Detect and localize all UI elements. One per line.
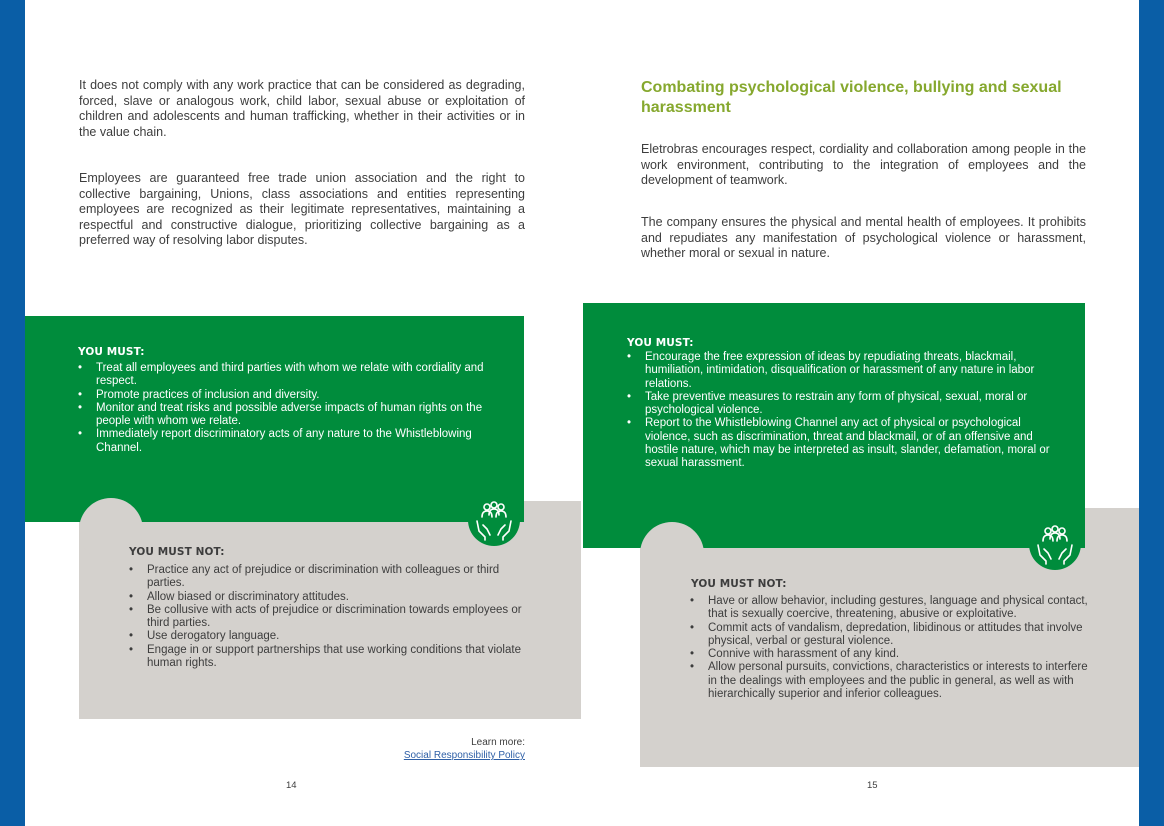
list-item: • Connive with harassment of any kind.: [688, 648, 1098, 661]
people-care-hands-icon: [468, 494, 520, 546]
list-item: • Treat all employees and third parties with whom we relate with cordiality and respect.: [76, 362, 506, 389]
section-heading: Combating psychological violence, bullying and sexual harassment: [641, 79, 1062, 116]
left-paragraph-2: Employees are guaranteed free trade union association and the right to collective bargaining, Unions, class associations and entities representing employees are recognized as their legitimate representatives, maintaining a respectful and constructive dialogue, prioritizing collective bargaining as a preferred way of resolving labor disputes.: [79, 171, 525, 247]
people-care-hands-icon: [1029, 518, 1081, 570]
social-responsibility-policy-link[interactable]: Social Responsibility Policy: [403, 750, 525, 761]
must-title: YOU MUST:: [627, 337, 694, 349]
must-not-list: [688, 595, 1098, 701]
list-item: • Monitor and treat risks and possible adverse impacts of human rights on the people with whom we relate.: [76, 402, 506, 429]
decorative-circle: [640, 522, 704, 586]
list-item: • Promote practices of inclusion and diversity.: [76, 389, 506, 402]
list-item: • Report to the Whistleblowing Channel any act of physical or psychological violence, such as discrimination, threat and blackmail, or of an offensive and hostile nature, which may be interpreted as insult, slander, defamation, moral or sexual harassment.: [625, 417, 1065, 470]
list-item: • Immediately report discriminatory acts of any nature to the Whistleblowing Channel.: [76, 428, 506, 455]
list-item: • Engage in or support partnerships that use working conditions that violate human rights.: [127, 644, 537, 671]
list-item: • Use derogatory language.: [127, 630, 537, 643]
list-item: • Commit acts of vandalism, depredation, libidinous or attitudes that involve physical, verbal or gestural violence.: [688, 622, 1098, 649]
must-list: [76, 362, 506, 455]
must-box: [25, 316, 524, 522]
list-item: • Take preventive measures to restrain any form of physical, sexual, moral or psychological violence.: [625, 391, 1065, 418]
left-paragraph-1: It does not comply with any work practice that can be considered as degrading, forced, slave or analogous work, child labor, sexual abuse or exploitation of children and adolescents and human trafficking, whether in their activities or in the value chain.: [79, 78, 525, 139]
page-number: 15: [867, 780, 878, 791]
must-title: YOU MUST:: [78, 346, 145, 358]
list-item: • Encourage the free expression of ideas by repudiating threats, blackmail, humiliation, intimidation, disqualification or harassment of any nature in labor relations.: [625, 351, 1065, 391]
learn-more: [404, 736, 525, 762]
must-not-title: YOU MUST NOT:: [691, 578, 787, 590]
left-page: [25, 0, 583, 826]
right-page: [583, 0, 1139, 826]
list-item: • Allow biased or discriminatory attitudes.: [127, 591, 537, 604]
right-paragraph-1: Eletrobras encourages respect, cordiality and collaboration among people in the work environment, contributing to the integration of employees and the development of teamwork.: [641, 142, 1086, 187]
list-item: • Have or allow behavior, including gestures, language and physical contact, that is sexually coercive, threatening, abusive or exploitative.: [688, 595, 1098, 622]
list-item: • Allow personal pursuits, convictions, characteristics or interests to interfere in the dealings with employees and the public in general, as well as with hierarchically superior and inferior colleagues.: [688, 661, 1098, 701]
must-box: [583, 303, 1085, 548]
must-not-title: YOU MUST NOT:: [129, 546, 225, 558]
right-paragraph-2: The company ensures the physical and mental health of employees. It prohibits and repudiates any manifestation of psychological violence or harassment, whether moral or sexual in nature.: [641, 215, 1086, 260]
must-list: [625, 351, 1065, 471]
list-item: • Practice any act of prejudice or discrimination with colleagues or third parties.: [127, 564, 537, 591]
learn-more-label: Learn more:: [471, 737, 525, 748]
must-not-list: [127, 564, 537, 670]
page-number: 14: [286, 780, 297, 791]
list-item: • Be collusive with acts of prejudice or discrimination towards employees or third parties.: [127, 604, 537, 631]
